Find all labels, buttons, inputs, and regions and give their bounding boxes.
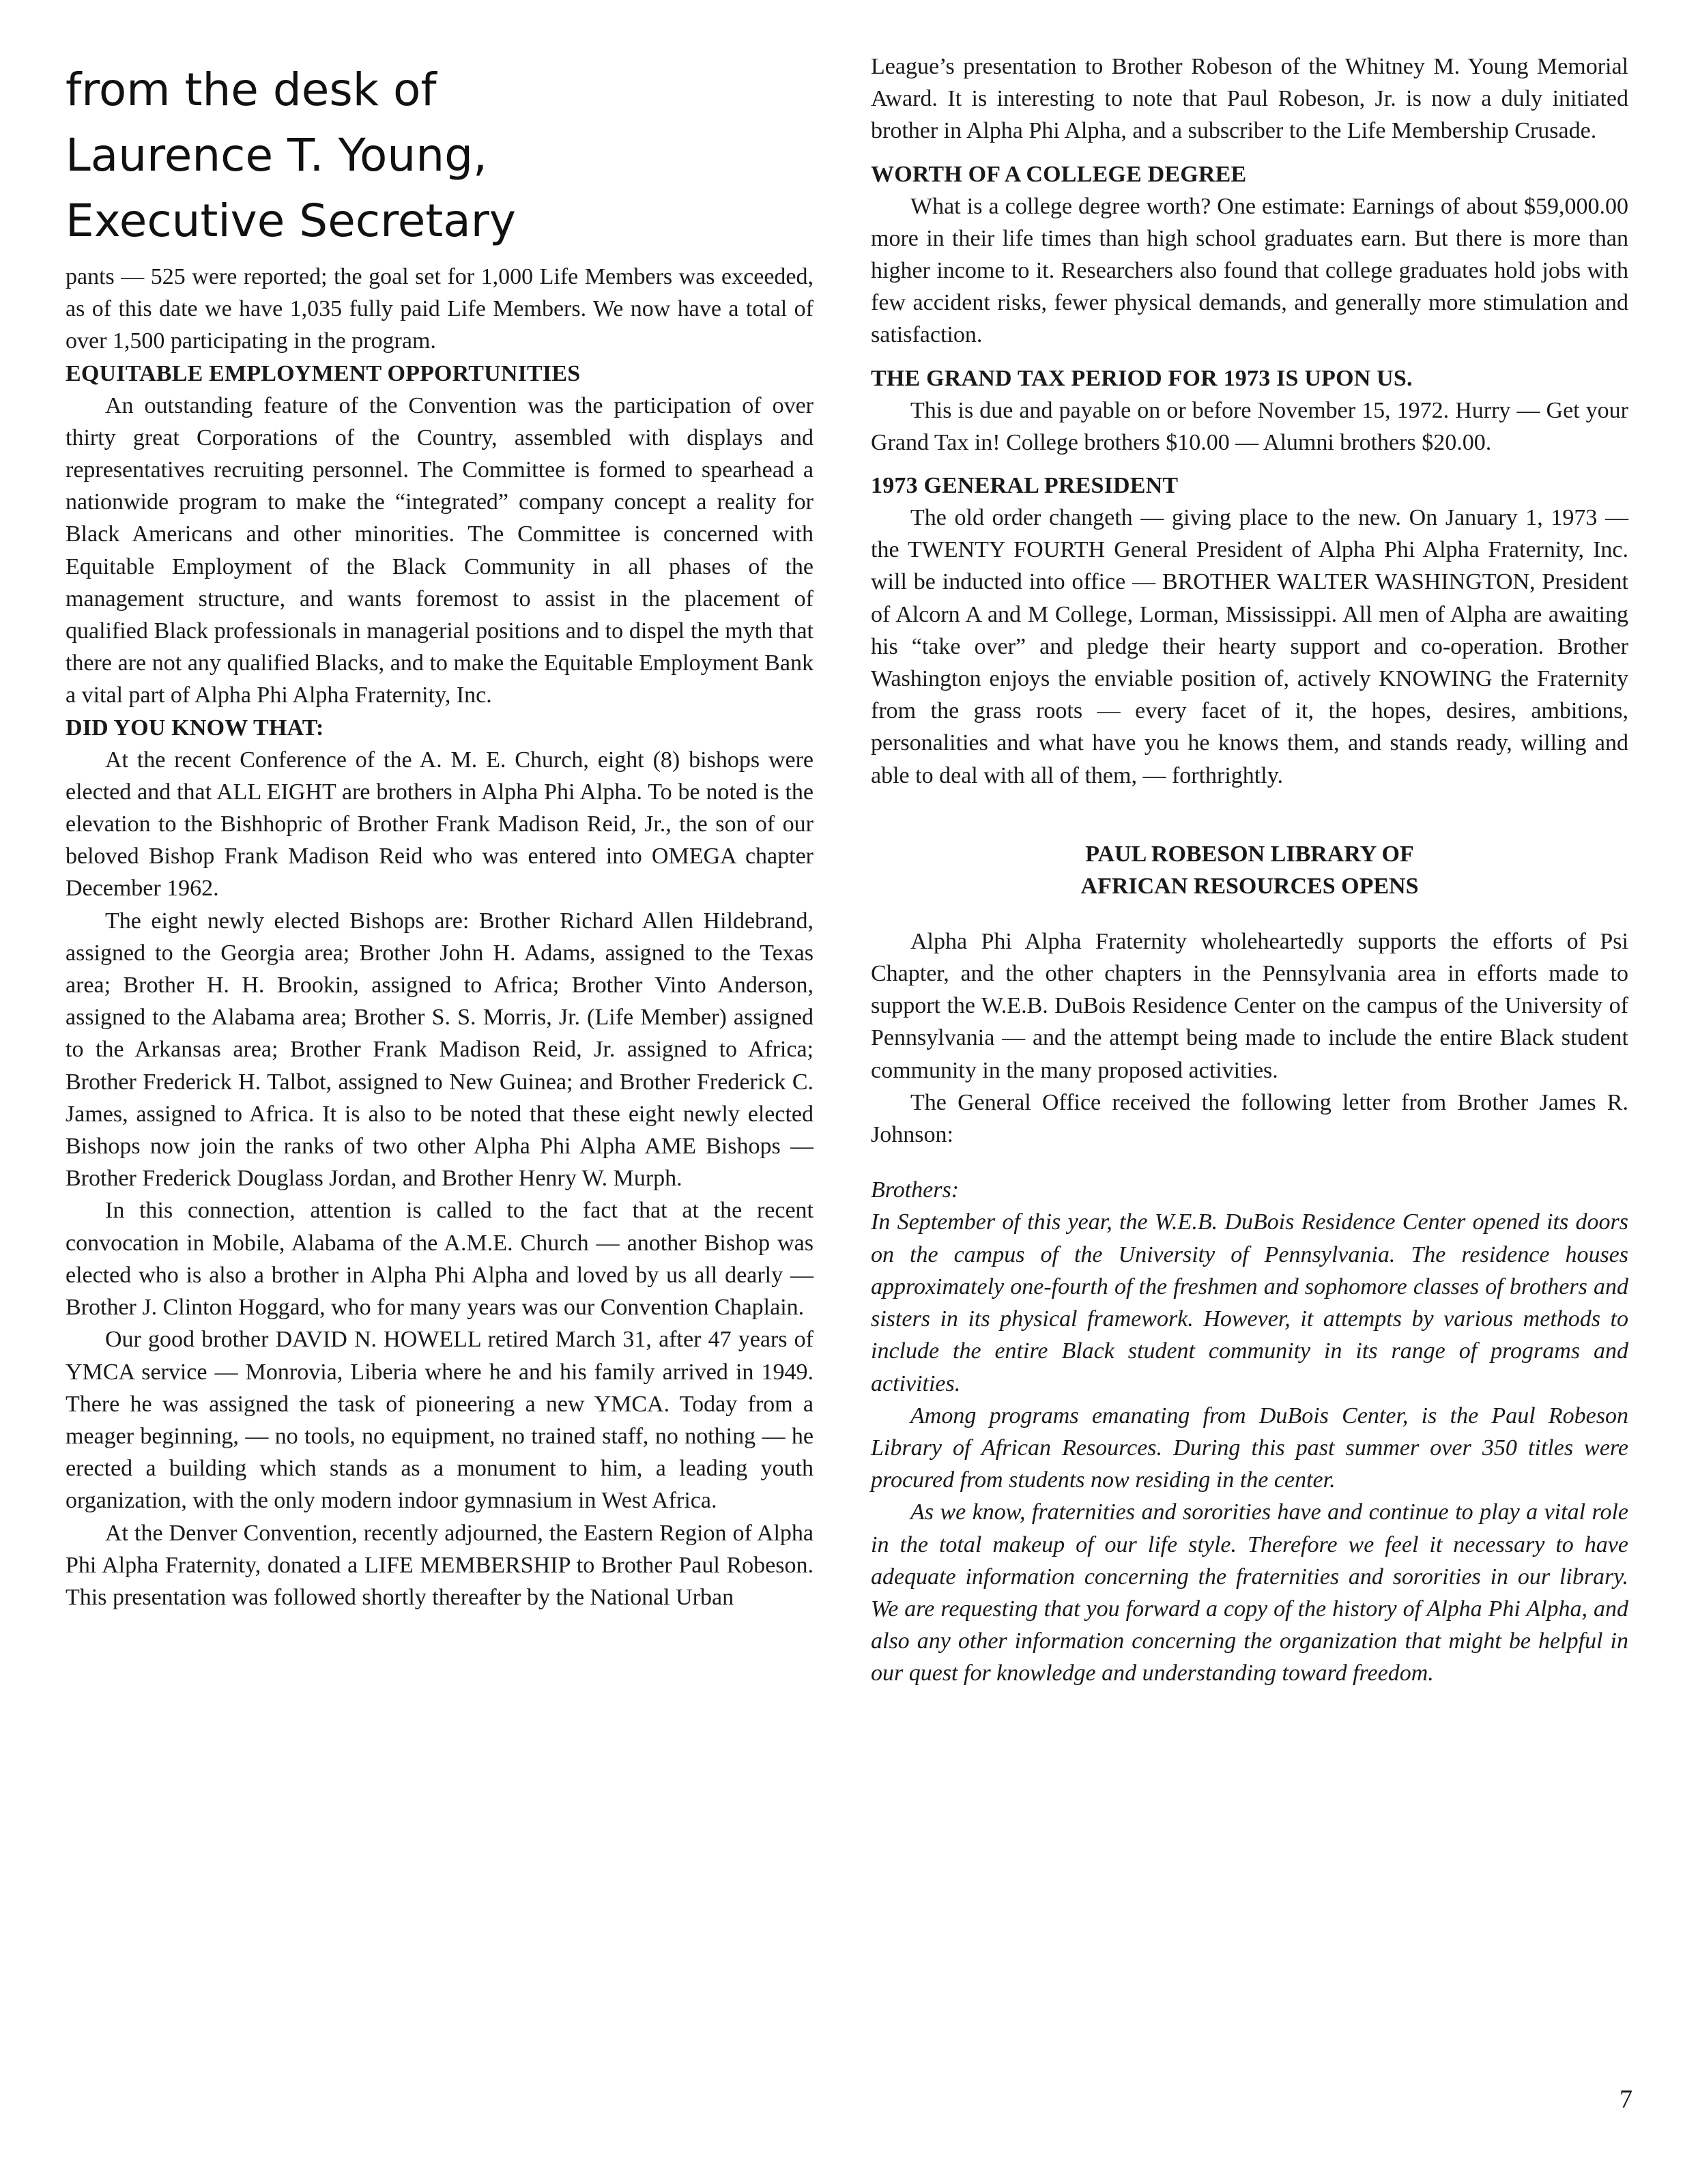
bishops-paragraph: At the recent Conference of the A. M. E. Church, eight (8) bishops were elected and that ALL EIGHT are brothers in Alpha Phi Alpha. To be noted is the elevation to the Bishhopric of Brother Frank Madison Reid, Jr., the son of our beloved Bishop Frank Madison Reid who was entered into OMEGA chapter December 1962. [66,747,814,902]
masthead-line-2: Laurence T. Young, [66,129,487,182]
convocation-paragraph: In this connection, attention is called to the fact that at the recent convocation in Mobile, Alabama of the A.M.E. Church — another Bishop was elected who is also a brother in Alpha Phi Alpha and loved by us all dearly — Brother J. Clinton Hoggard, who for many years was our Convention Chaplain. [66,1198,814,1321]
howell-paragraph: Our good brother DAVID N. HOWELL retired March 31, after 47 years of YMCA service — Monrovia, Liberia where he and his family arrived in 1949. There he was assigned the task of pioneering a new YMCA. Today from a meager beginning, — no tools, no equipment, no trained staff, no nothing — he erected a building which stands as a monument to him, a leading youth organization, with the only modern indoor gymnasium in West Africa. [66,1327,814,1514]
worth-paragraph: What is a college degree worth? One estimate: Earnings of about $59,000.00 more in their life times than high school graduates earn. But there is more than higher income to it. Researchers also found that college graduates hold jobs with few accident risks, fewer physical demands, and generally more stimulation and satisfaction. [871,193,1628,348]
library-title [871,838,1628,902]
tax-title: THE GRAND TAX PERIOD FOR 1973 IS UPON US. [871,365,1413,391]
equitable-title: EQUITABLE EMPLOYMENT OPPORTUNITIES [66,360,581,386]
left-column [66,0,814,1613]
page-number: 7 [1620,2085,1632,2114]
right-column [871,51,1628,1690]
tax-paragraph: This is due and payable on or before November 15, 1972. Hurry — Get your Grand Tax in! College brothers $10.00 — Alumni brothers $20.00. [871,397,1628,455]
bishops-list-paragraph: The eight newly elected Bishops are: Brother Richard Allen Hildebrand, assigned to the Georgia area; Brother John H. Adams, assigned to the Texas area; Brother H. H. Brookin, assigned to Africa; Brother Vinto Anderson, assigned to the Alabama area; Brother S. S. Morris, Jr. (Life Member) assigned to the Arkansas area; Brother Frank Madison Reid, Jr. assigned to Africa; Brother Frederick H. Talbot, assigned to New Guinea; and Brother Frederick C. James, assigned to Africa. It is also to be noted that these eight newly elected Bishops now join the ranks of two other Alpha Phi Alpha AME Bishops — Brother Frederick Douglass Jordan, and Brother Henry W. Murph. [66,908,814,1192]
denver-paragraph: At the Denver Convention, recently adjourned, the Eastern Region of Alpha Phi Alpha Fraternity, donated a LIFE MEMBERSHIP to Brother Paul Robeson. This presentation was followed shortly thereafter by the National Urban [66,1520,814,1610]
letter-salutation: Brothers: [871,1177,960,1203]
right-body [871,51,1628,1690]
president-title: 1973 GENERAL PRESIDENT [871,473,1179,499]
masthead-line-3: Executive Secretary [66,195,516,247]
library-title-line-1: PAUL ROBESON LIBRARY OF [1085,841,1414,867]
did-you-know-title: DID YOU KNOW THAT: [66,715,324,741]
masthead-line-1: from the desk of [66,63,437,116]
library-paragraph: Alpha Phi Alpha Fraternity wholeheartedly supports the efforts of Psi Chapter, and the other chapters in the Pennsylvania area in efforts made to support the W.E.B. DuBois Residence Center on the campus of the University of Pennsylvania — and the attempt being made to include the entire Black student community in the many proposed activities. [871,928,1628,1083]
letter-paragraph-2: Among programs emanating from DuBois Center, is the Paul Robeson Library of African Resources. During this past summer over 350 titles were procured from students now residing in the center. [871,1403,1628,1493]
worth-title: WORTH OF A COLLEGE DEGREE [871,161,1247,187]
letter-intro-paragraph: The General Office received the following letter from Brother James R. Johnson: [871,1089,1628,1148]
masthead [66,0,814,254]
president-paragraph: The old order changeth — giving place to the new. On January 1, 1973 — the TWENTY FOURTH General President of Alpha Phi Alpha Fraternity, Inc. will be inducted into office — BROTHER WALTER WASHINGTON, President of Alcorn A and M College, Lorman, Mississippi. All men of Alpha are awaiting his “take over” and pledge their hearty support and co-operation. Brother Washington enjoys the enviable position of, actively KNOWING the Fraternity from the grass roots — every facet of it, the hopes, desires, ambitions, personalities and what have you he knows them, and stands ready, willing and able to deal with all of them, — forthrightly. [871,505,1628,788]
continued-paragraph: League’s presentation to Brother Robeson of the Whitney M. Young Memorial Award. It is interesting to note that Paul Robeson, Jr. is now a duly initiated brother in Alpha Phi Alpha, and a subscriber to the Life Membership Crusade. [871,54,1628,144]
letter-paragraph-3: As we know, fraternities and sororities have and continue to play a vital role in the total makeup of our life style. Therefore we feel it necessary to have adequate information concerning the fraternities and sororities in our library. We are requesting that you forward a copy of the history of Alpha Phi Alpha, and also any other information concerning the organization that might be helpful in our quest for knowledge and understanding toward freedom. [871,1499,1628,1686]
intro-paragraph: pants — 525 were reported; the goal set for 1,000 Life Members was exceeded, as of this date we have 1,035 fully paid Life Members. We now have a total of over 1,500 participating in the program. [66,264,814,354]
library-title-line-2: AFRICAN RESOURCES OPENS [1080,873,1419,899]
letter-paragraph-1: In September of this year, the W.E.B. DuBois Residence Center opened its doors on the campus of the University of Pennsylvania. The residence houses approximately one-fourth of the freshmen and sophomore classes of brothers and sisters in its physical framework. However, it attempts by various methods to include the entire Black student community in its range of programs and activities. [871,1209,1628,1396]
left-body [66,261,814,1613]
equitable-paragraph: An outstanding feature of the Convention was the participation of over thirty great Corporations of the Country, assembled with displays and representatives recruiting personnel. The Committee is formed to spearhead a nationwide program to make the “integrated” company concept a reality for Black Americans and other minorities. The Committee is concerned with Equitable Employment of the Black Community in all phases of the management structure, and wants foremost to assist in the placement of qualified Black professionals in managerial positions and to dispel the myth that there are not any qualified Blacks, and to make the Equitable Employment Bank a vital part of Alpha Phi Alpha Fraternity, Inc. [66,392,814,708]
